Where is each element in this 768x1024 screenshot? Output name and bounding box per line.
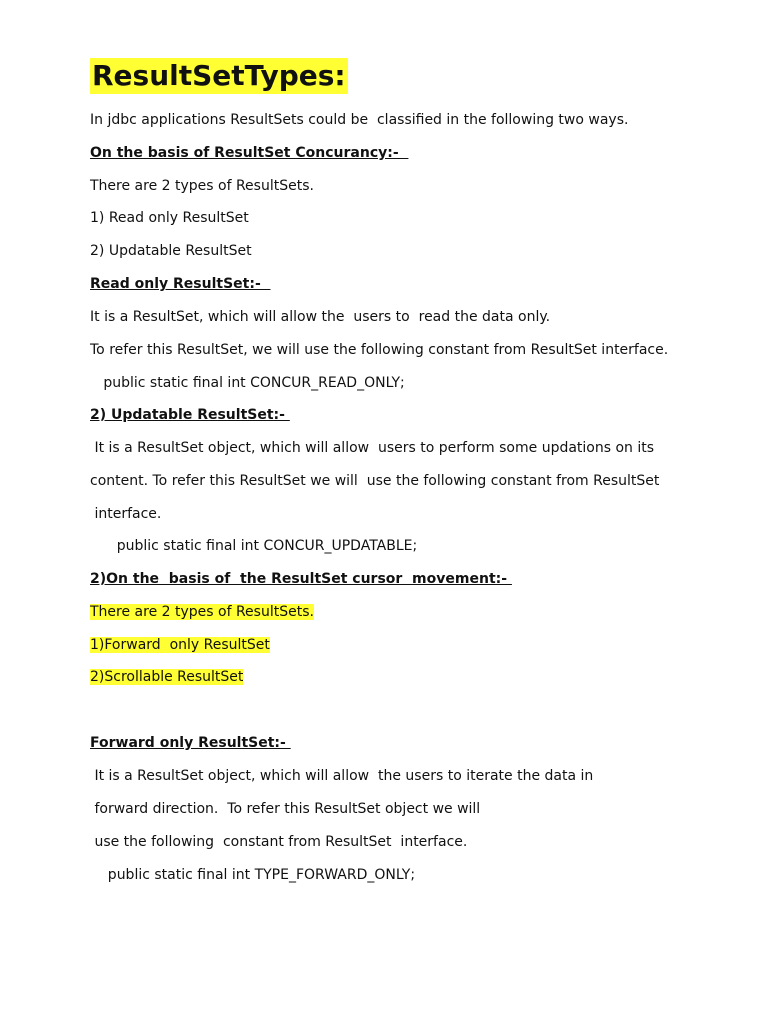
forward-only-description-line-1: It is a ResultSet object, which will allow the users to iterate the data in xyxy=(90,768,594,784)
updatable-description-line-2: content. To refer this ResultSet we will use the following constant from ResultSet xyxy=(90,473,660,489)
highlighted-list-item-scrollable: 2)Scrollable ResultSet xyxy=(90,669,244,685)
types-count-text: There are 2 types of ResultSets. xyxy=(90,178,314,194)
forward-only-description-line-2: forward direction. To refer this ResultSet object we will xyxy=(90,801,481,817)
list-item-read-only: 1) Read only ResultSet xyxy=(90,210,249,226)
read-only-description: It is a ResultSet, which will allow the users to read the data only. xyxy=(90,309,551,325)
section-heading-cursor-movement: 2)On the basis of the ResultSet cursor movement:- xyxy=(90,571,512,587)
section-heading-concurrency: On the basis of ResultSet Concurancy:- xyxy=(90,145,409,161)
code-type-forward-only: public static final int TYPE_FORWARD_ONLY; xyxy=(90,867,416,883)
code-concur-read-only: public static final int CONCUR_READ_ONLY; xyxy=(90,375,405,391)
intro-paragraph: In jdbc applications ResultSets could be classified in the following two ways. xyxy=(90,112,629,128)
subheading-updatable: 2) Updatable ResultSet:- xyxy=(90,407,290,423)
list-item-updatable: 2) Updatable ResultSet xyxy=(90,243,252,259)
code-concur-updatable: public static final int CONCUR_UPDATABLE; xyxy=(90,538,418,554)
page-title: ResultSetTypes: xyxy=(92,59,346,92)
updatable-description-line-1: It is a ResultSet object, which will allow users to perform some updations on its xyxy=(90,440,655,456)
read-only-refer-text: To refer this ResultSet, we will use the following constant from ResultSet interface. xyxy=(90,342,669,358)
forward-only-description-line-3: use the following constant from ResultSet interface. xyxy=(90,834,468,850)
highlighted-list-item-forward-only: 1)Forward only ResultSet xyxy=(90,637,270,653)
subheading-forward-only: Forward only ResultSet:- xyxy=(90,735,291,751)
subheading-read-only: Read only ResultSet:- xyxy=(90,276,271,292)
updatable-description-line-3: interface. xyxy=(90,506,162,522)
highlighted-types-count: There are 2 types of ResultSets. xyxy=(90,604,314,620)
